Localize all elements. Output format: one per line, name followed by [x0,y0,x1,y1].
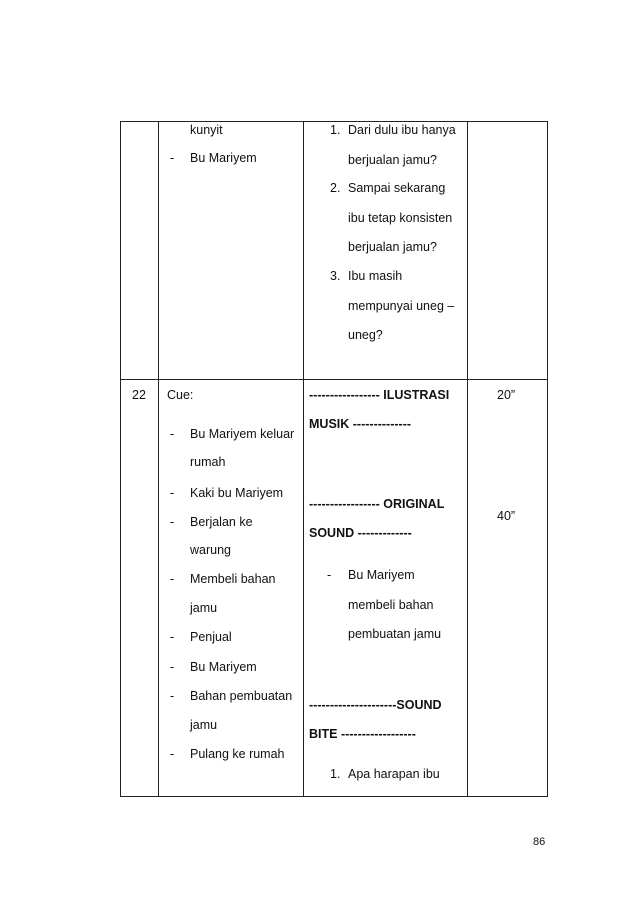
row-separator [120,379,548,380]
visual-item-text: kunyit [190,123,223,137]
visual-item-text: Kaki bu Mariyem [190,486,284,500]
duration-ilustrasi: 20” [497,388,516,402]
visual-item-text: Bu Mariyem [190,660,257,674]
visual-item-text: Berjalan ke [190,515,253,529]
visual-item-text: Bu Mariyem [190,151,257,165]
visual-item-dash: - [170,151,175,165]
visual-item-dash: - [170,572,175,586]
visual-item-text: jamu [190,718,218,732]
visual-item-text: Membeli bahan [190,572,276,586]
original-sound-heading: ----------------- ORIGINAL [309,497,445,511]
visual-item-text: Pulang ke rumah [190,747,285,761]
question-text: Apa harapan ibu [348,767,440,781]
table-border-left [120,121,121,797]
visual-item-dash: - [170,515,175,529]
table-divider-2 [303,121,304,797]
scene-number: 22 [132,388,146,402]
visual-item-dash: - [170,689,175,703]
original-sound-heading: SOUND ------------- [309,526,412,540]
table-border-right [547,121,548,797]
page-number: 86 [533,836,546,848]
visual-item-dash: - [170,427,175,441]
visual-item-dash: - [170,747,175,761]
original-sound-item: Bu Mariyem [348,568,415,582]
question-text: berjualan jamu? [348,240,437,254]
original-sound-dash: - [327,568,332,582]
table-border-top [120,121,548,122]
sound-bite-heading: ---------------------SOUND [309,698,442,712]
table-border-bottom [120,796,548,797]
question-text: Sampai sekarang [348,181,446,195]
original-sound-item: pembuatan jamu [348,627,442,641]
question-text: berjualan jamu? [348,153,437,167]
question-text: Ibu masih [348,269,403,283]
question-text: mempunyai uneg – [348,299,455,313]
visual-item-text: Bu Mariyem keluar [190,427,295,441]
visual-item-text: Penjual [190,630,232,644]
ilustrasi-musik-heading: MUSIK -------------- [309,417,412,431]
ilustrasi-musik-heading: ----------------- ILUSTRASI [309,388,450,402]
cue-label: Cue: [167,388,194,402]
visual-item-dash: - [170,630,175,644]
visual-item-dash: - [170,660,175,674]
table-divider-3 [467,121,468,797]
sound-bite-heading: BITE ------------------ [309,727,416,741]
question-number: 2. [330,181,341,195]
question-number: 1. [330,767,341,781]
duration-original-sound: 40” [497,509,516,523]
question-text: Dari dulu ibu hanya [348,123,456,137]
visual-item-text: jamu [190,601,218,615]
visual-item-text: Bahan pembuatan [190,689,293,703]
table-divider-1 [158,121,159,797]
question-number: 3. [330,269,341,283]
visual-item-dash: - [170,486,175,500]
visual-item-text: rumah [190,455,226,469]
question-text: ibu tetap konsisten [348,211,453,225]
question-text: uneg? [348,328,383,342]
question-number: 1. [330,123,341,137]
original-sound-item: membeli bahan [348,598,434,612]
visual-item-text: warung [190,543,231,557]
